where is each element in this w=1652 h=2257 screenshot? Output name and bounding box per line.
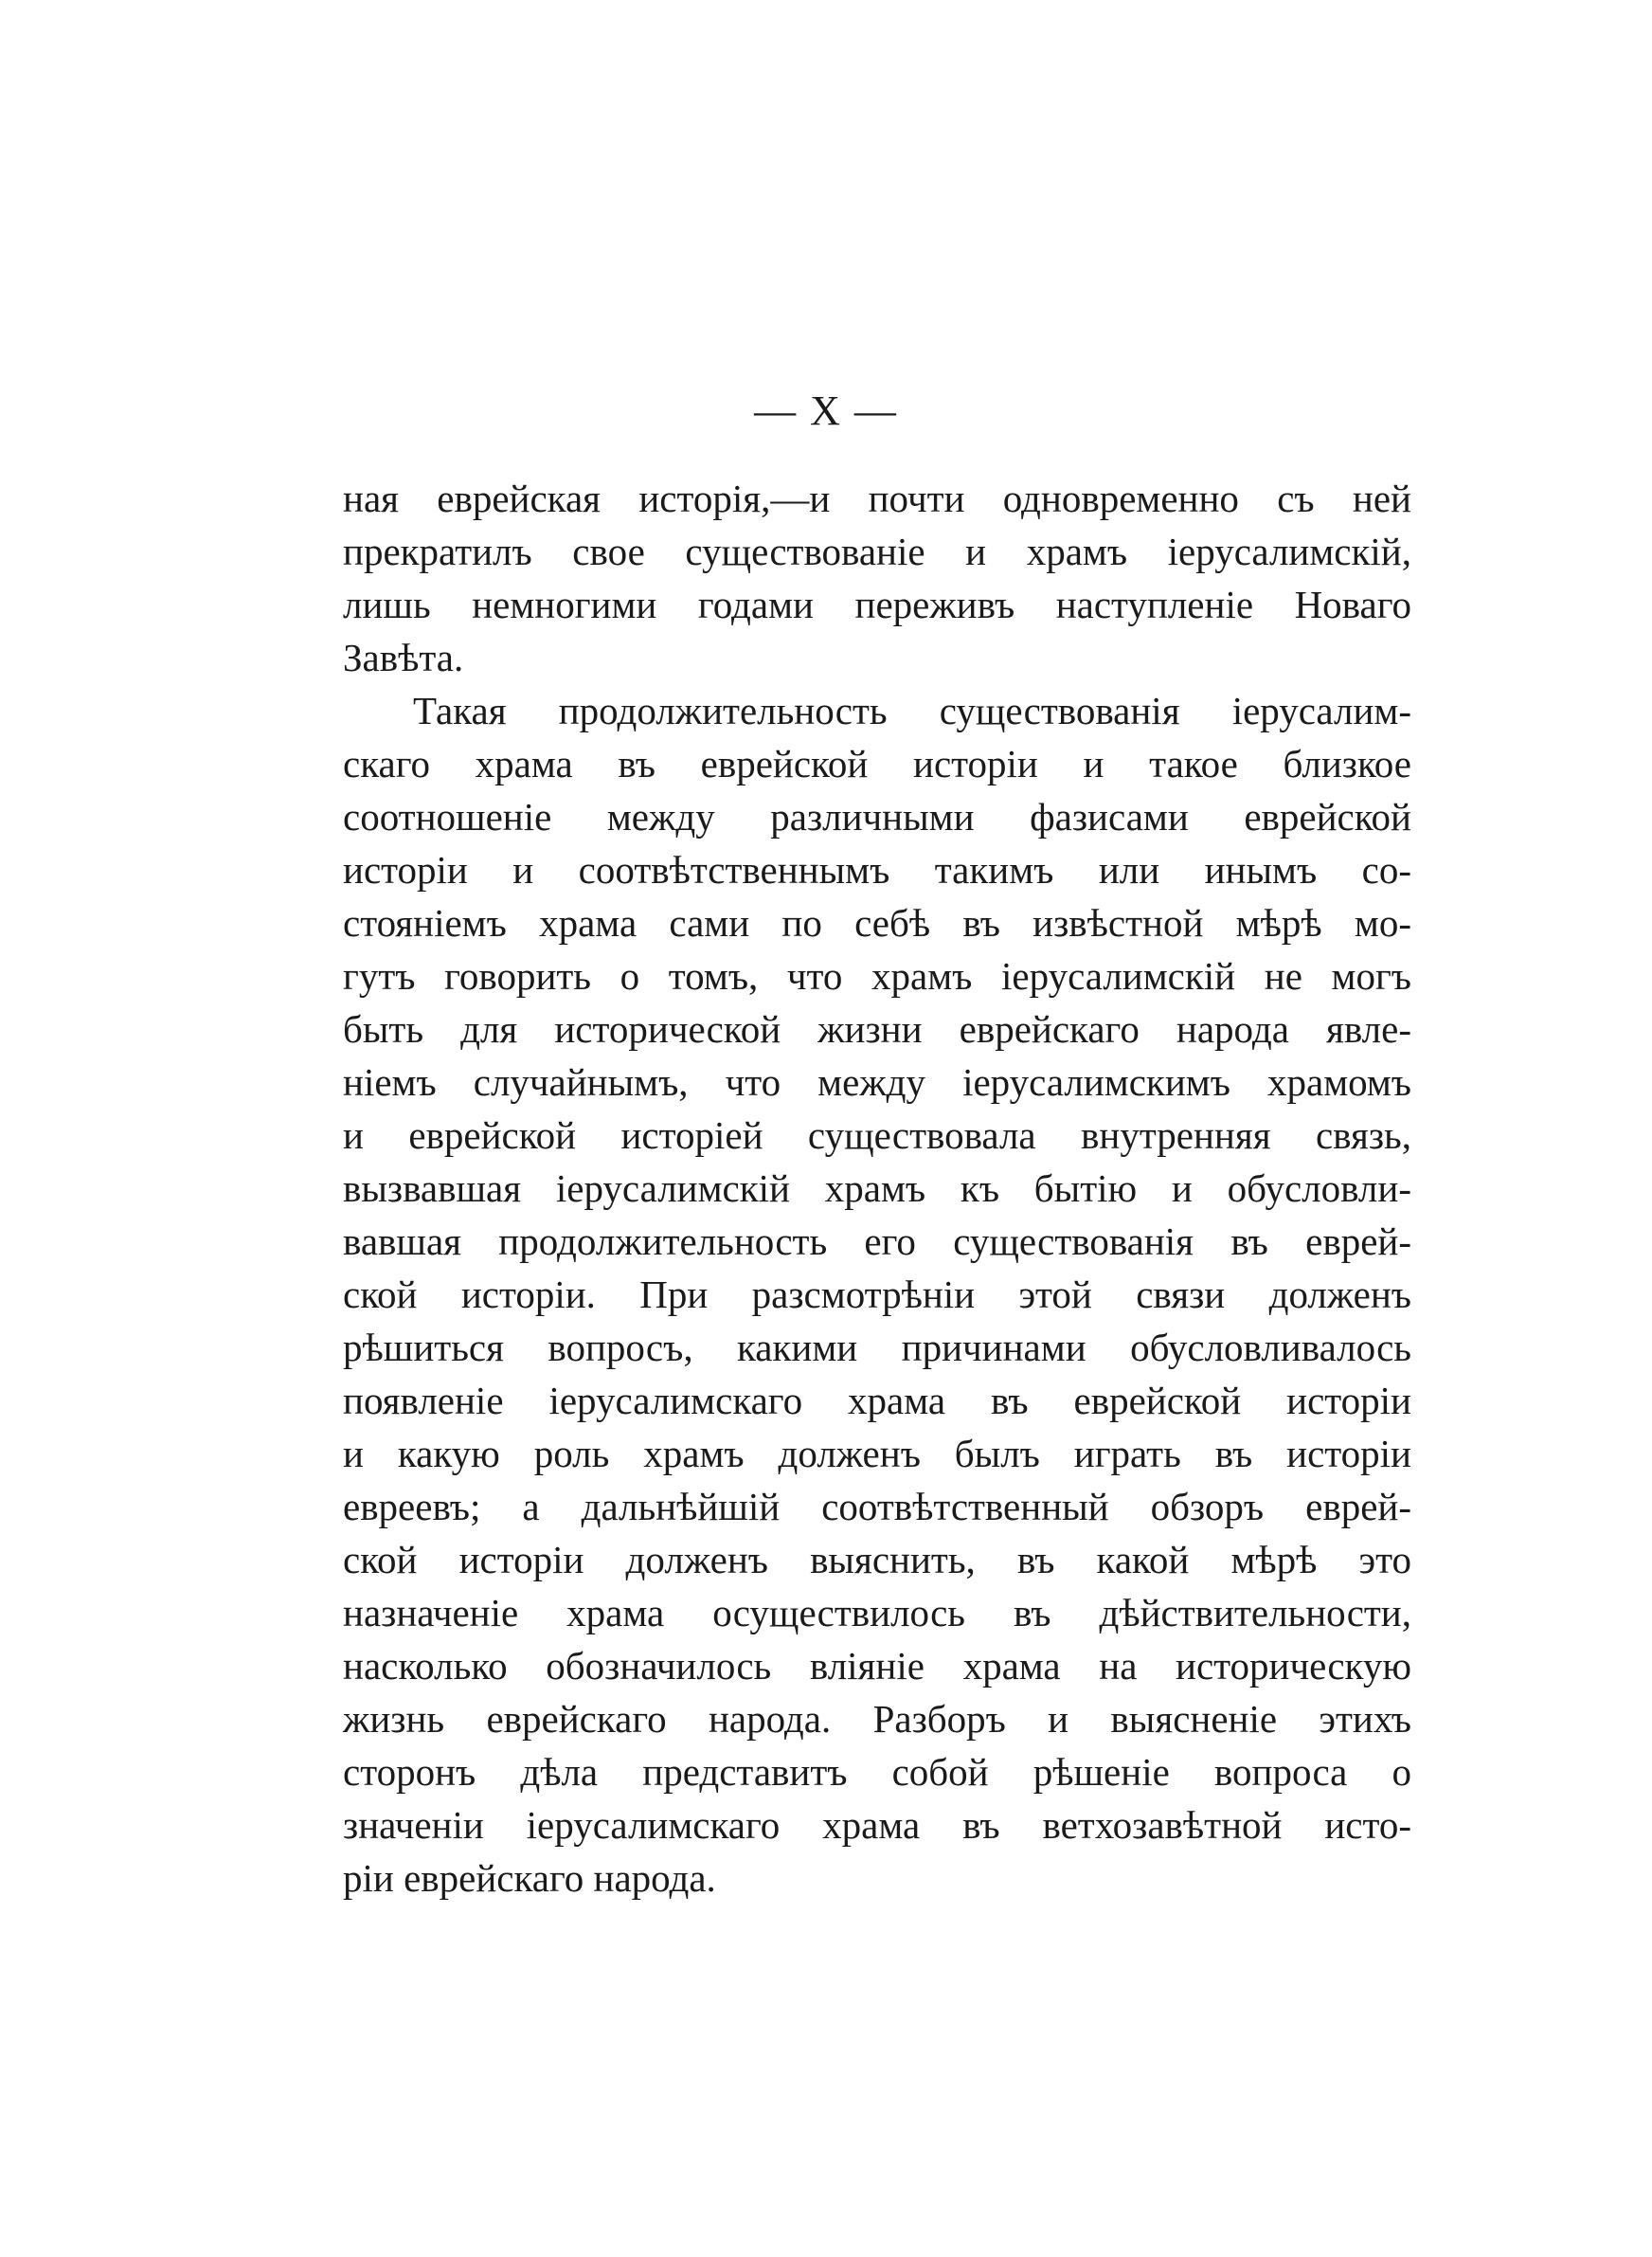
text-line: Такая продолжительность существованія іерусалим-	[413, 689, 1411, 732]
text-line: и еврейской исторіей существовала внутренняя связь,	[343, 1113, 1411, 1157]
text-line: вавшая продолжительность его существованія въ еврей-	[343, 1219, 1411, 1263]
text-line: быть для исторической жизни еврейскаго народа явле-	[343, 1007, 1411, 1051]
text-line: ской исторіи. При разсмотрѣніи этой связи долженъ	[343, 1273, 1411, 1316]
text-line: сторонъ дѣла представитъ собой рѣшеніе вопроса о	[343, 1750, 1411, 1794]
text-line: появленіе іерусалимскаго храма въ еврейской исторіи	[343, 1379, 1411, 1422]
text-line: ная еврейская исторія,—и почти одновременно съ ней	[343, 477, 1411, 520]
text-line: соотношеніе между различными фазисами еврейской	[343, 795, 1411, 839]
text-line: Завѣта.	[343, 636, 464, 679]
text-line: ніемъ случайнымъ, что между іерусалимскимъ храмомъ	[343, 1060, 1411, 1104]
text-line: насколько обозначилось вліяніе храма на историческую	[343, 1644, 1411, 1688]
text-line: значеніи іерусалимскаго храма въ ветхозавѣтной исто-	[343, 1803, 1411, 1847]
text-line: вызвавшая іерусалимскій храмъ къ бытію и обусловли-	[343, 1166, 1411, 1210]
body-text	[343, 472, 1411, 1905]
text-line: ріи еврейскаго народа.	[343, 1856, 716, 1900]
text-line: и какую роль храмъ долженъ былъ играть въ исторіи	[343, 1432, 1411, 1475]
text-line: исторіи и соотвѣтственнымъ такимъ или инымъ со-	[343, 848, 1411, 892]
paragraph	[343, 472, 1411, 684]
text-line: стояніемъ храма сами по себѣ въ извѣстной мѣрѣ мо-	[343, 901, 1411, 945]
page-number: — X —	[754, 388, 898, 434]
text-line: жизнь еврейскаго народа. Разборъ и выясненіе этихъ	[343, 1697, 1411, 1741]
text-line: ской исторіи долженъ выяснить, въ какой мѣрѣ это	[343, 1538, 1411, 1581]
text-line: прекратилъ свое существованіе и храмъ іерусалимскій,	[343, 530, 1411, 573]
paragraph	[343, 684, 1411, 1905]
text-line: лишь немногими годами переживъ наступленіе Новаго	[343, 583, 1411, 626]
text-line: скаго храма въ еврейской исторіи и такое близкое	[343, 742, 1411, 785]
text-line: назначеніе храма осуществилось въ дѣйствительности,	[343, 1591, 1411, 1634]
text-line: рѣшиться вопросъ, какими причинами обусловливалось	[343, 1326, 1411, 1369]
text-line: гутъ говорить о томъ, что храмъ іерусалимскій не могъ	[343, 954, 1411, 998]
text-line: евреевъ; а дальнѣйшій соотвѣтственный обзоръ еврей-	[343, 1485, 1411, 1528]
